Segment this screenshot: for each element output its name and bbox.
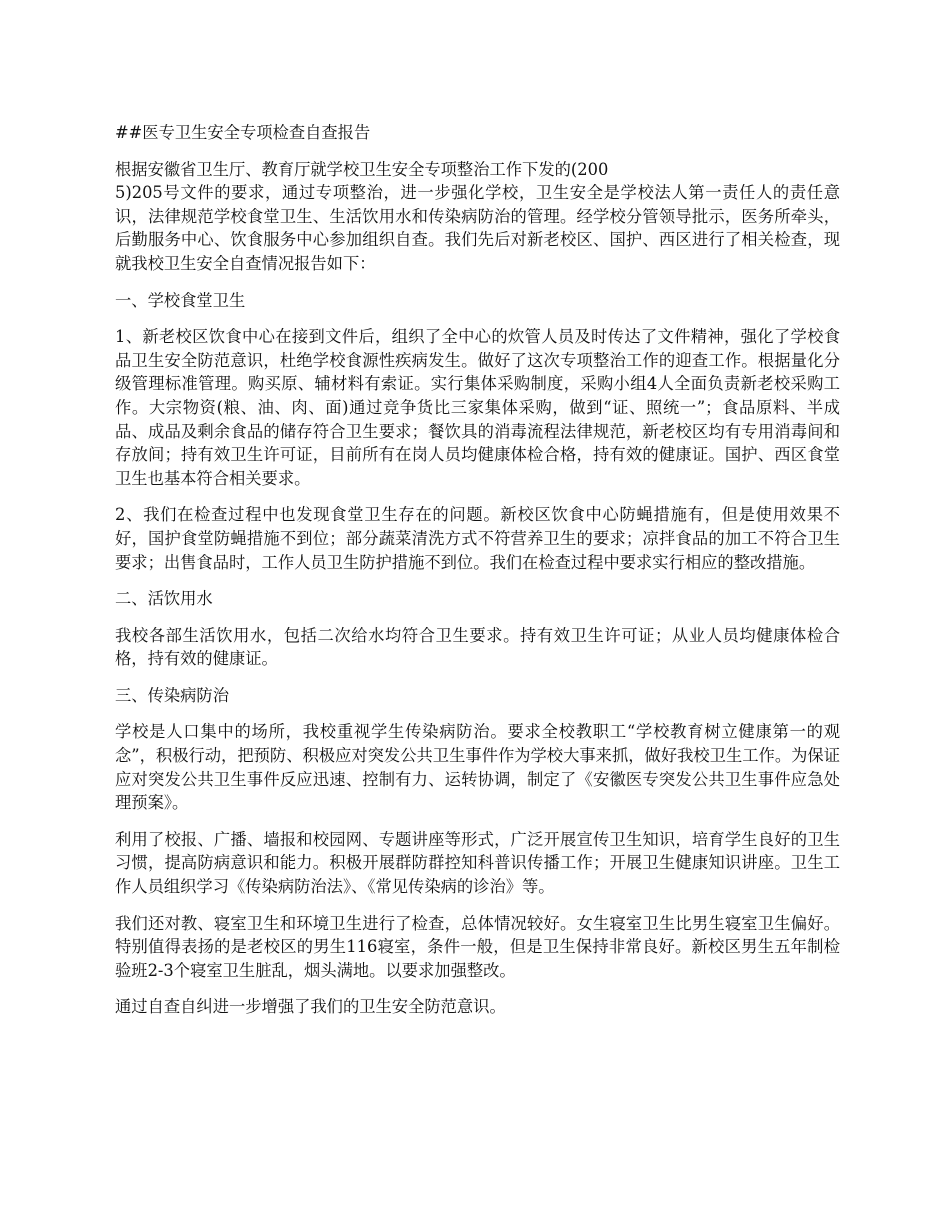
paragraph: 根据安徽省卫生厅、教育厅就学校卫生安全专项整治工作下发的(200: [115, 159, 609, 179]
paragraph: 我校各部生活饮用水，包括二次给水均符合卫生要求。持有效卫生许可证；从业人员均健康体检合格，持有效的健康证。: [115, 625, 840, 669]
paragraph: 利用了校报、广播、墙报和校园网、专题讲座等形式，广泛开展宣传卫生知识，培育学生良好的卫生习惯，提高防病意识和能力。积极开展群防群控知科普识传播工作；开展卫生健康知识讲座。卫生工作人员组织学习《传染病防治法》、《常见传染病的诊治》等。: [115, 829, 840, 897]
section-heading: 一、学校食堂卫生: [115, 290, 246, 310]
section-heading: 三、传染病防治: [115, 685, 229, 705]
paragraph: 学校是人口集中的场所，我校重视学生传染病防治。要求全校教职工“学校教育树立健康第一的观念”，积极行动，把预防、积极应对突发公共卫生事件作为学校大事来抓，做好我校卫生工作。为保证应对突发公共卫生事件反应迅速、控制有力、运转协调，制定了《安徽医专突发公共卫生事件应急处理预案》。: [115, 722, 840, 813]
paragraph: 我们还对教、寝室卫生和环境卫生进行了检查，总体情况较好。女生寝室卫生比男生寝室卫生偏好。特别值得表扬的是老校区的男生116寝室，条件一般，但是卫生保持非常良好。新校区男生五年制检验班2-3个寝室卫生脏乱，烟头满地。以要求加强整改。: [115, 913, 840, 980]
section-heading: 二、活饮用水: [115, 589, 213, 609]
document-body: [115, 121, 840, 1032]
paragraph: 2、我们在检查过程中也发现食堂卫生存在的问题。新校区饮食中心防蝇措施有，但是使用效果不好，国护食堂防蝇措施不到位；部分蔬菜清洗方式不符营养卫生的要求；凉拌食品的加工不符合卫生要求；出售食品时，工作人员卫生防护措施不到位。我们在检查过程中要求实行相应的整改措施。: [115, 505, 840, 572]
paragraph: 5)205号文件的要求，通过专项整治，进一步强化学校，卫生安全是学校法人第一责任人的责任意识，法律规范学校食堂卫生、生活饮用水和传染病防治的管理。经学校分管领导批示，医务所牵头，后勤服务中心、饮食服务中心参加组织自查。我们先后对新老校区、国护、西区进行了相关检查，现就我校卫生安全自查情况报告如下：: [115, 183, 840, 273]
document-title: ##医专卫生安全专项检查自查报告: [115, 123, 371, 142]
paragraph: 通过自查自纠进一步增强了我们的卫生安全防范意识。: [115, 997, 506, 1017]
paragraph: 1、新老校区饮食中心在接到文件后，组织了全中心的炊管人员及时传达了文件精神，强化了学校食品卫生安全防范意识，杜绝学校食源性疾病发生。做好了这次专项整治工作的迎查工作。根据量化分级管理标准管理。购买原、辅材料有索证。实行集体采购制度，采购小组4人全面负责新老校采购工作。大宗物资(粮、油、肉、面)通过竞争货比三家集体采购，做到“证、照统一”；食品原料、半成品、成品及剩余食品的储存符合卫生要求；餐饮具的消毒流程法律规范，新老校区均有专用消毒间和存放间；持有效卫生许可证，目前所有在岗人员均健康体检合格，持有效的健康证。国护、西区食堂卫生也基本符合相关要求。: [115, 327, 840, 488]
